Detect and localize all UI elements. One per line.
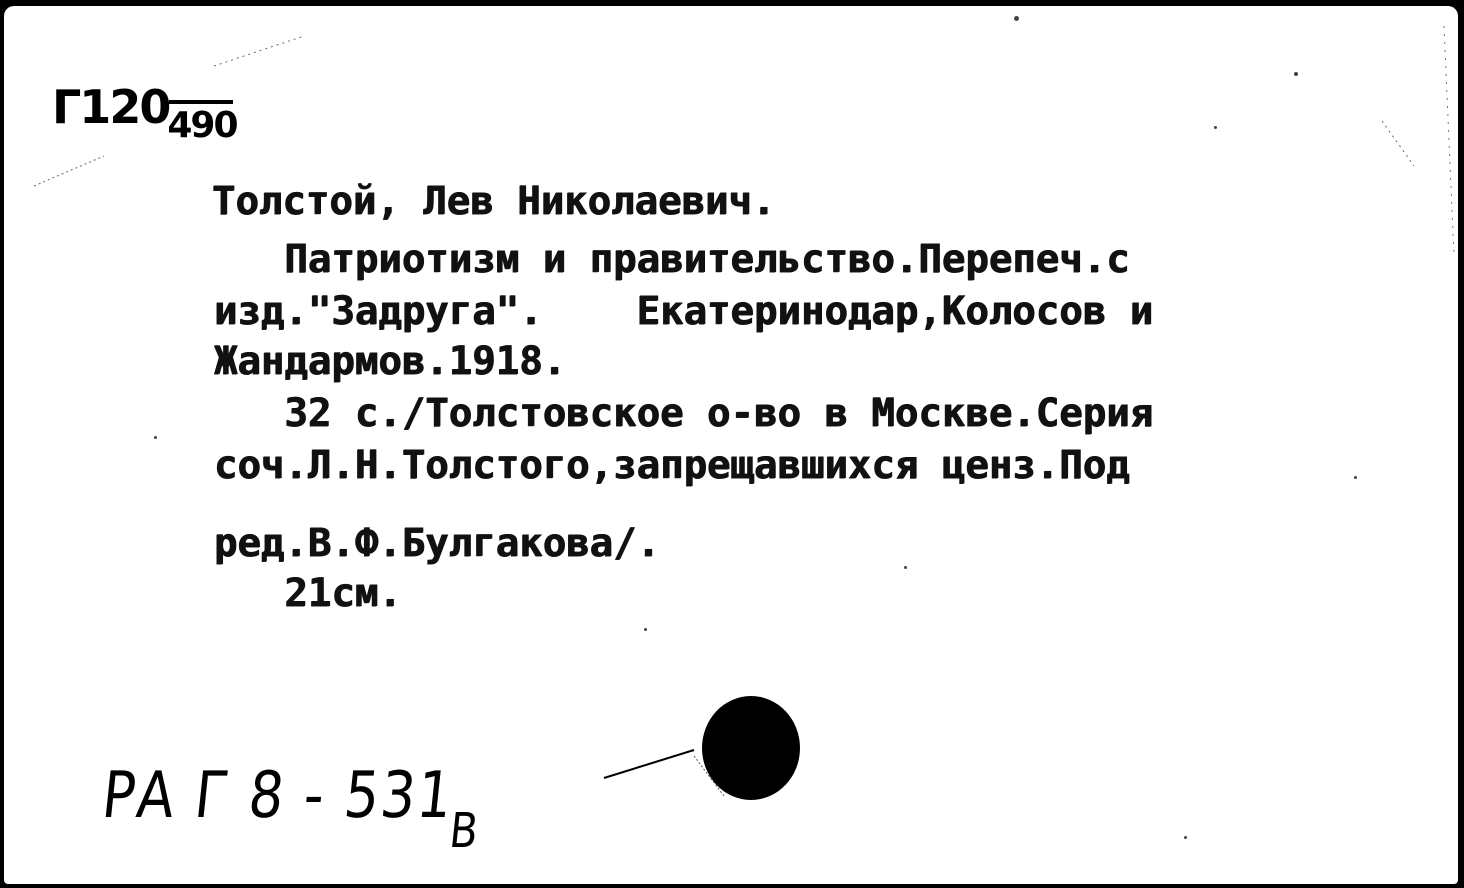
speck	[1014, 16, 1019, 21]
catalog-card	[4, 6, 1458, 884]
author-heading: Толстой, Лев Николаевич.	[212, 179, 776, 224]
card-frame-right	[1458, 0, 1464, 888]
speck	[1294, 72, 1298, 76]
speck	[1184, 836, 1187, 839]
record-line-3: Жандармов.1918.	[214, 339, 567, 384]
record-line-5: соч.Л.Н.Толстого,запрещавшихся ценз.Под	[214, 443, 1130, 488]
card-punch-hole	[702, 696, 800, 800]
record-line-4: 32 с./Толстовское о-во в Москве.Серия	[214, 391, 1154, 436]
shelfmark-code: Г120	[52, 80, 170, 134]
speck	[154, 436, 157, 439]
speck	[644, 628, 647, 631]
record-line-7: 21см.	[214, 571, 402, 616]
handwritten-note: РА Г 8 - 531	[98, 759, 458, 833]
speck	[1214, 126, 1217, 129]
record-line-6: ред.В.Ф.Булгакова/.	[214, 521, 661, 566]
record-line-2: изд."Задруга". Екатеринодар,Колосов и	[214, 289, 1154, 334]
shelfmark-fraction: 490	[167, 105, 237, 146]
speck	[904, 566, 907, 569]
handwritten-suffix: В	[446, 803, 483, 859]
shelfmark	[52, 80, 239, 146]
record-line-1: Патриотизм и правительство.Перепеч.с	[214, 237, 1130, 282]
card-frame-bottom	[0, 884, 1464, 888]
speck	[1354, 476, 1357, 479]
handwritten-call-number	[98, 759, 486, 859]
